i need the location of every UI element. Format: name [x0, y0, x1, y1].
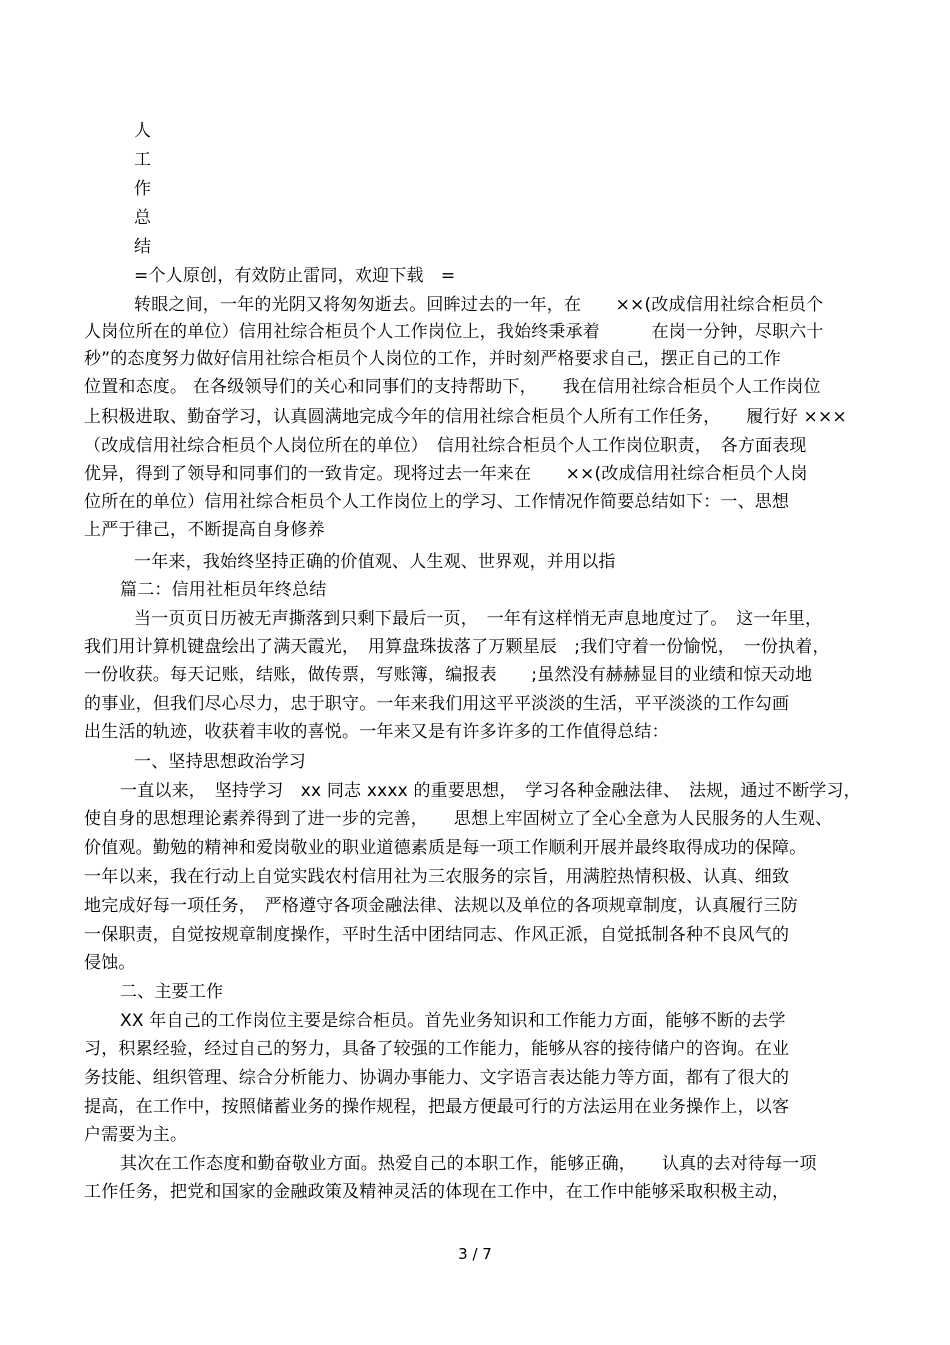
vertical-title-char: 人 — [134, 121, 151, 141]
paragraph-line: 户需要为主。 — [84, 1125, 188, 1145]
paragraph-line: 侵蚀。 — [84, 953, 136, 973]
vertical-title-char: 作 — [134, 179, 151, 199]
paragraph-line: 人岗位所在的单位）信用社综合柜员个人工作岗位上，我始终秉承着 在岗一分钟，尽职六十 — [84, 322, 824, 342]
paragraph-line: 一年来，我始终坚持正确的价值观、人生观、世界观，并用以指 — [134, 552, 616, 572]
section-heading: 篇二：信用社柜员年终总结 — [120, 580, 327, 600]
paragraph-line: 转眼之间，一年的光阴又将匆匆逝去。回眸过去的一年，在 ××(改成信用社综合柜员个 — [134, 295, 824, 315]
paragraph-line: （改成信用社综合柜员个人岗位所在的单位） 信用社综合柜员个人工作岗位职责， 各方面表现 — [84, 436, 807, 456]
vertical-title-char: 总 — [134, 208, 151, 228]
vertical-title-char: 结 — [134, 237, 151, 257]
paragraph-line: 的事业，但我们尽心尽力，忠于职守。一年来我们用这平平淡淡的生活，平平淡淡的工作勾画 — [84, 694, 790, 714]
section-heading: 二、主要工作 — [120, 982, 224, 1002]
paragraph-line: 上积极进取、勤奋学习，认真圆满地完成今年的信用社综合柜员个人所有工作任务， 履行好 ××× — [84, 407, 847, 427]
paragraph-line: 上严于律己，不断提高自身修养 — [84, 520, 325, 540]
page-number: 3 / 7 — [458, 1245, 492, 1263]
paragraph-line: 一直以来， 坚持学习 xx 同志 xxxx 的重要思想， 学习各种金融法律、 法规，通过不断学习， — [120, 781, 861, 801]
paragraph-line: 位所在的单位）信用社综合柜员个人工作岗位上的学习、工作情况作简要总结如下：一、思想 — [84, 492, 790, 512]
paragraph-line: 一保职责，自觉按规章制度操作，平时生活中团结同志、作风正派，自觉抵制各种不良风气的 — [84, 925, 790, 945]
paragraph-line: 习，积累经验，经过自己的努力，具备了较强的工作能力，能够从容的接待储户的咨询。在业 — [84, 1039, 790, 1059]
paragraph-line: 其次在工作态度和勤奋敬业方面。热爱自己的本职工作，能够正确， 认真的去对待每一项 — [120, 1154, 817, 1174]
paragraph-line: 一年以来，我在行动上自觉实践农村信用社为三农服务的宗旨，用满腔热情积极、认真、细致 — [84, 867, 790, 887]
paragraph-line: 一份收获。每天记账，结账，做传票，写账簿，编报表 ;虽然没有赫赫显目的业绩和惊天动地 — [84, 665, 813, 685]
paragraph-line: XX 年自己的工作岗位主要是综合柜员。首先业务知识和工作能力方面，能够不断的去学 — [120, 1011, 786, 1031]
paragraph-line: 价值观。勤勉的精神和爱岗敬业的职业道德素质是每一项工作顺利开展并最终取得成功的保障。 — [84, 838, 807, 858]
vertical-title-char: 工 — [134, 150, 151, 170]
paragraph-line: 地完成好每一项任务， 严格遵守各项金融法律、法规以及单位的各项规章制度，认真履行三防 — [84, 896, 798, 916]
paragraph-line: 位置和态度。 在各级领导们的关心和同事们的支持帮助下， 我在信用社综合柜员个人工作岗位 — [84, 377, 821, 397]
paragraph-line: 优异，得到了领导和同事们的一致肯定。现将过去一年来在 ××(改成信用社综合柜员个人岗 — [84, 464, 808, 484]
section-heading: 一、坚持思想政治学习 — [134, 752, 306, 772]
paragraph-line: 务技能、组织管理、综合分析能力、协调办事能力、文字语言表达能力等方面，都有了很大的 — [84, 1068, 790, 1088]
paragraph-line: 秒”的态度努力做好信用社综合柜员个人岗位的工作，并时刻严格要求自己，摆正自己的工作 — [84, 349, 782, 369]
paragraph-line: 提高，在工作中，按照储蓄业务的操作规程，把最方便最可行的方法运用在业务操作上，以客 — [84, 1097, 790, 1117]
paragraph-line: 我们用计算机键盘绘出了满天霞光， 用算盘珠拔落了万颗星辰 ;我们守着一份愉悦， 一份执着， — [84, 637, 830, 657]
paragraph-line: 工作任务，把党和国家的金融政策及精神灵活的体现在工作中，在工作中能够采取积极主动， — [84, 1182, 790, 1202]
paragraph-line: 使自身的思想理论素养得到了进一步的完善， 思想上牢固树立了全心全意为人民服务的人生观、 — [84, 809, 833, 829]
paragraph-line: 当一页页日历被无声撕落到只剩下最后一页， 一年有这样悄无声息地度过了。 这一年里， — [134, 609, 823, 629]
paragraph-line: 出生活的轨迹，收获着丰收的喜悦。一年来又是有许多许多的工作值得总结： — [84, 722, 669, 742]
notice-line: =个人原创，有效防止雷同，欢迎下载 = — [134, 266, 456, 286]
